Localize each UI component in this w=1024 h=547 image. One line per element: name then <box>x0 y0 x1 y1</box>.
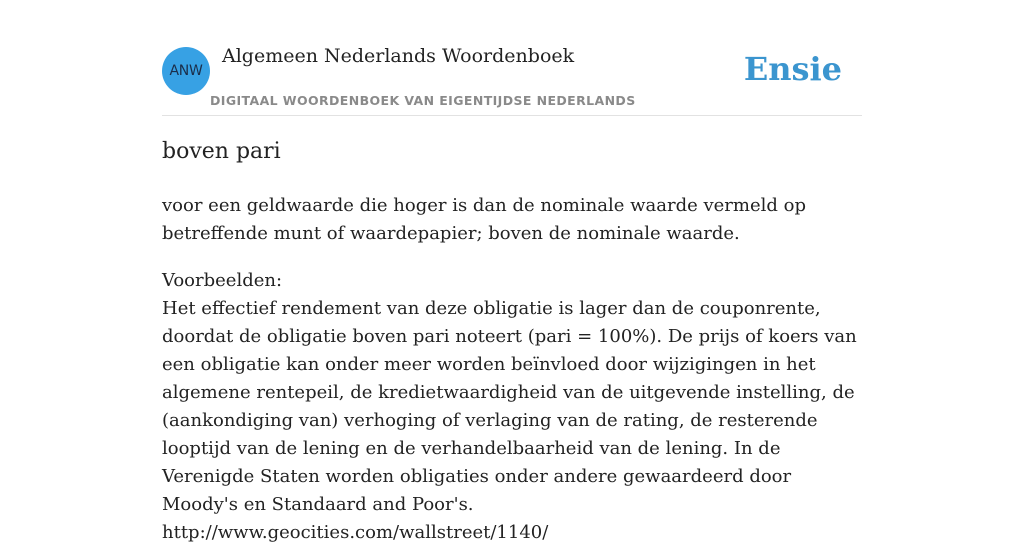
logo-text: ANW <box>169 63 203 79</box>
entry-title: boven pari <box>162 139 281 164</box>
example-source: http://www.geocities.com/wallstreet/1140/ <box>162 522 549 543</box>
ensie-brand-logo[interactable]: Ensie <box>743 50 842 88</box>
example-text: Het effectief rendement van deze obligatie is lager dan de couponrente, doordat de obligatie boven pari noteert (pari = 100%). De prijs of koers van een obligatie kan onder meer worden beïnvloed door wijzigingen in het algemene rentepeil, de kredietwaardigheid van de uitgevende instelling, de (aankondiging van) verhoging of verlaging van de rating, de resterende looptijd van de lening en de verhandelbaarheid van de lening. In de Verenigde Staten worden obligaties onder andere gewaardeerd door Moody's en Standaard and Poor's. <box>162 298 857 515</box>
examples-label: Voorbeelden: <box>162 270 283 291</box>
source-subtitle: DIGITAAL WOORDENBOEK VAN EIGENTIJDSE NEDERLANDS <box>210 93 636 108</box>
examples-section <box>162 267 864 547</box>
source-title[interactable]: Algemeen Nederlands Woordenboek <box>222 45 575 67</box>
entry-definition: voor een geldwaarde die hoger is dan de nominale waarde vermeld op betreffende munt of waardepapier; boven de nominale waarde. <box>162 195 806 244</box>
anw-logo[interactable] <box>162 47 210 95</box>
header-divider <box>162 115 862 116</box>
